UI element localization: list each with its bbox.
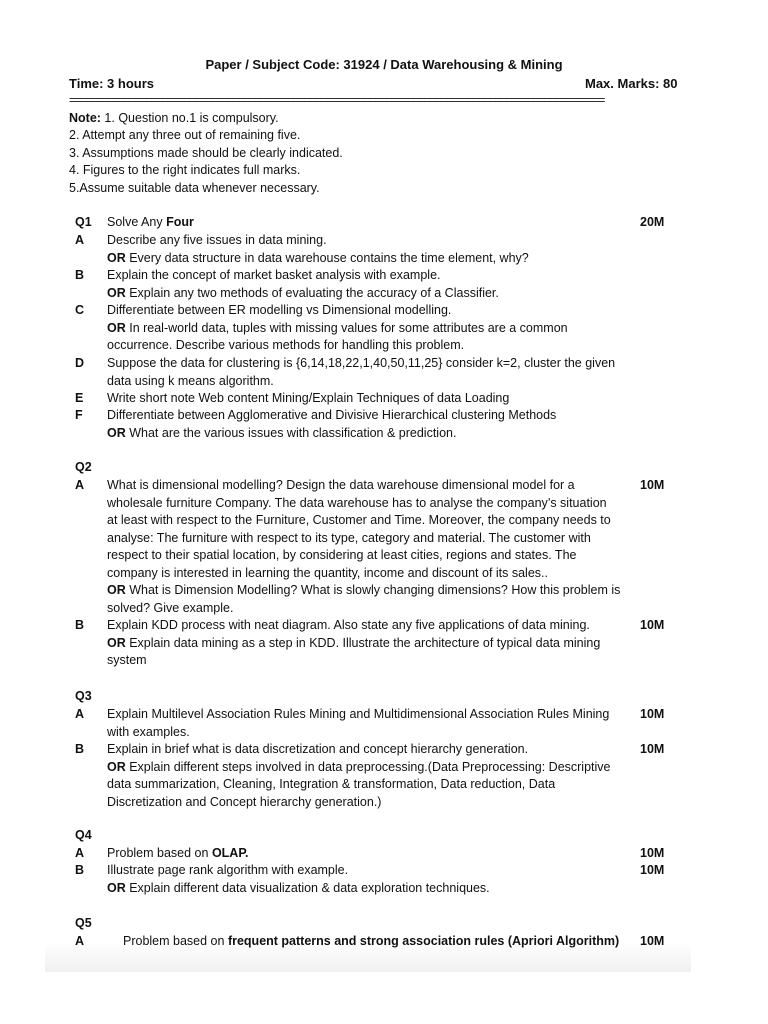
question-number: Q5 — [75, 916, 92, 930]
subquestion-text: Differentiate between Agglomerative and Divisive Hierarchical clustering Methods OR What are the various issues with classification & prediction. — [107, 408, 557, 440]
instructions-block — [69, 110, 343, 197]
note-2: 2. Attempt any three out of remaining five. — [69, 128, 301, 143]
question-number: Q1 — [75, 215, 92, 229]
paper-title: Paper / Subject Code: 31924 / Data Warehousing & Mining — [205, 57, 563, 72]
subquestion-text: Suppose the data for clustering is {6,14,18,22,1,40,50,11,25} consider k=2, cluster the given data using k means algorithm. — [107, 356, 616, 388]
note-5: 5.Assume suitable data whenever necessary. — [69, 180, 320, 195]
subquestion-text: Illustrate page rank algorithm with example. OR Explain different data visualization & data exploration techniques. — [107, 863, 490, 895]
subquestion-label: A — [75, 707, 85, 721]
subquestion-label: B — [75, 742, 85, 756]
subquestion-marks: 10M — [640, 863, 665, 877]
subquestion-label: C — [75, 303, 85, 317]
note-1: Note: 1. Question no.1 is compulsory. — [69, 111, 279, 125]
note-4: 4. Figures to the right indicates full marks. — [69, 163, 301, 178]
subquestion-text: Write short note Web content Mining/Explain Techniques of data Loading — [107, 391, 510, 405]
subquestion-marks: 10M — [640, 478, 665, 492]
subquestion-label: A — [75, 233, 85, 247]
question-number: Q2 — [75, 460, 92, 474]
subquestion-text: Problem based on frequent patterns and strong association rules (Apriori Algorithm) — [123, 934, 620, 948]
subquestion-label: B — [75, 863, 85, 877]
subquestion-text: Explain Multilevel Association Rules Mining and Multidimensional Association Rules Mining with examples. — [107, 707, 610, 739]
subquestion-label: E — [75, 391, 84, 405]
subquestion-label: B — [75, 618, 85, 632]
subquestion-label: D — [75, 356, 85, 370]
subquestion-text: Problem based on OLAP. — [107, 846, 249, 860]
subquestion-text: Explain the concept of market basket analysis with example. OR Explain any two methods of evaluating the accuracy of a Classifier. — [107, 268, 499, 300]
note-3: 3. Assumptions made should be clearly indicated. — [69, 145, 343, 160]
subquestion-text: Describe any five issues in data mining. OR Every data structure in data warehouse contains the time element, why? — [107, 233, 529, 265]
question-marks: 20M — [640, 215, 665, 229]
subquestion-label: F — [75, 408, 83, 422]
question-number: Q4 — [75, 828, 92, 842]
question-number: Q3 — [75, 689, 92, 703]
subquestion-marks: 10M — [640, 846, 665, 860]
subquestion-label: A — [75, 934, 85, 948]
subquestion-label: A — [75, 846, 85, 860]
subquestion-label: A — [75, 478, 85, 492]
subquestion-label: B — [75, 268, 85, 282]
subquestion-text: Differentiate between ER modelling vs Dimensional modelling. OR In real-world data, tuples with missing values for some attributes are a common occurrence. Describe various methods for handling this problem. — [107, 303, 568, 352]
max-marks: Max. Marks: 80 — [585, 76, 678, 91]
separator-rule: ================================================================================================== — [69, 93, 604, 107]
subquestion-marks: 10M — [640, 742, 665, 756]
subquestion-text: Explain KDD process with neat diagram. Also state any five applications of data mining. OR Explain data mining as a step in KDD. Illustrate the architecture of typical data mining system — [107, 618, 601, 667]
subquestion-marks: 10M — [640, 934, 665, 948]
subquestion-marks: 10M — [640, 707, 665, 721]
question-instruction: Solve Any Four — [107, 215, 194, 229]
subquestion-text: What is dimensional modelling? Design the data warehouse dimensional model for a wholesale furniture Company. The data warehouse has to analyse the company’s situation at least with respect to the Furniture, Customer and Time. Moreover, the company needs to analyse: The furniture with respect to its type, category and material. The customer with respect to their spatial location, by considering at least cities, regions and states. The company is interested in learning the quantity, income and discount of its sales.. OR What is Dimension Modelling? What is slowly changing dimensions? How this problem is solved? Give example. — [107, 478, 621, 615]
subquestion-text: Explain in brief what is data discretization and concept hierarchy generation. OR Explain different steps involved in data preprocessing.(Data Preprocessing: Descriptive data summarization, Cleaning, Integration & transformation, Data reduction, Data Discretization and Concept hierarchy generation.) — [107, 742, 611, 809]
note-prefix: Note: — [69, 111, 101, 125]
subquestion-marks: 10M — [640, 618, 665, 632]
exam-duration: Time: 3 hours — [69, 76, 155, 91]
